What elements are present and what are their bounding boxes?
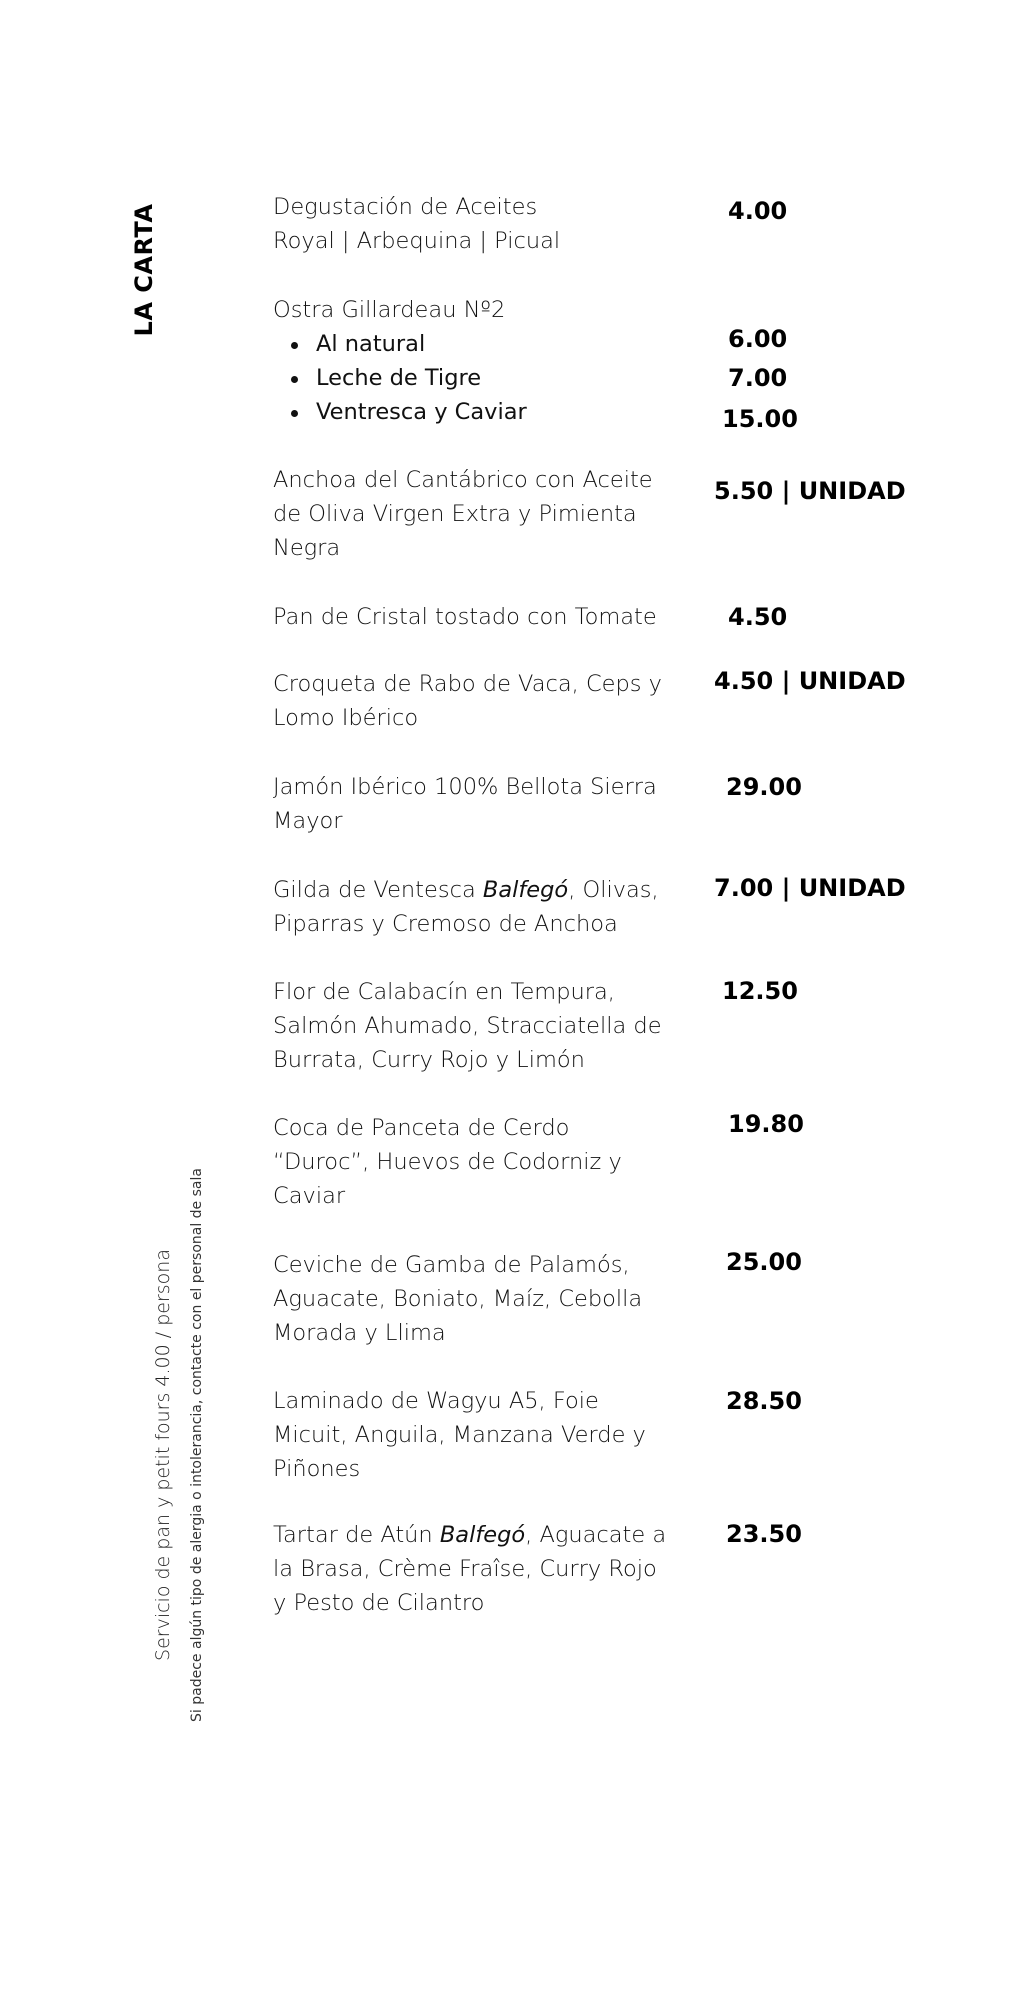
item-name-line: Lomo Ibérico: [273, 705, 419, 731]
item-name-line: Gilda de Ventesca Balfegó, Olivas,: [273, 877, 659, 903]
item-name-line: Pan de Cristal tostado con Tomate: [273, 604, 657, 630]
brand-name: Balfegó: [439, 1522, 526, 1548]
item-name-line: Aguacate, Boniato, Maíz, Cebolla: [273, 1286, 643, 1312]
menu-item: [273, 600, 703, 634]
item-price: 4.50: [728, 603, 788, 631]
item-name-line: Caviar: [273, 1183, 346, 1209]
item-name-line: Morada y Llima: [273, 1320, 446, 1346]
menu-title: LA CARTA: [130, 203, 158, 337]
item-name-line: Salmón Ahumado, Stracciatella de: [273, 1013, 662, 1039]
item-price: 25.00: [726, 1248, 802, 1276]
item-price: 29.00: [726, 773, 802, 801]
item-name-line: de Oliva Virgen Extra y Pimienta: [273, 501, 637, 527]
item-price: 28.50: [726, 1387, 802, 1415]
menu-item: [273, 975, 703, 1077]
item-price: 23.50: [726, 1520, 802, 1548]
item-name-line: Coca de Panceta de Cerdo: [273, 1115, 570, 1141]
item-name-line: Degustación de Aceites: [273, 194, 538, 220]
item-price: 5.50 | UNIDAD: [714, 477, 906, 505]
menu-item: [273, 1518, 703, 1620]
item-name-line: Mayor: [273, 808, 343, 834]
menu-item: [273, 1384, 703, 1486]
item-price: 12.50: [722, 977, 798, 1005]
item-name-line: Royal | Arbequina | Picual: [273, 228, 561, 254]
option-item: Ventresca y Caviar: [273, 395, 703, 429]
menu-item: [273, 293, 703, 429]
item-name-line: Anchoa del Cantábrico con Aceite: [273, 467, 653, 493]
item-name-line: Jamón Ibérico 100% Bellota Sierra: [273, 774, 657, 800]
item-name-line: Flor de Calabacín en Tempura,: [273, 979, 615, 1005]
item-name-line: Laminado de Wagyu A5, Foie: [273, 1388, 599, 1414]
menu-item: [273, 1111, 703, 1213]
item-name-line: Tartar de Atún Balfegó, Aguacate a: [273, 1522, 667, 1548]
item-name-line: Croqueta de Rabo de Vaca, Ceps y: [273, 671, 662, 697]
option-price: 6.00: [728, 325, 788, 353]
item-name-line: Micuit, Anguila, Manzana Verde y: [273, 1422, 646, 1448]
item-name-line: Piñones: [273, 1456, 361, 1482]
menu-item: [273, 873, 703, 941]
item-name-line: “Duroc”, Huevos de Codorniz y: [273, 1149, 622, 1175]
menu-item: [273, 190, 703, 258]
option-price: 15.00: [722, 405, 798, 433]
option-item: Leche de Tigre: [273, 361, 703, 395]
option-list: [273, 327, 703, 429]
item-name-line: Burrata, Curry Rojo y Limón: [273, 1047, 585, 1073]
menu-item: [273, 1248, 703, 1350]
item-name-line: Ceviche de Gamba de Palamós,: [273, 1252, 630, 1278]
item-price: 4.00: [728, 197, 788, 225]
item-name-line: Ostra Gillardeau Nº2: [273, 297, 506, 323]
option-price: 7.00: [728, 364, 788, 392]
item-price: 19.80: [728, 1110, 804, 1138]
menu-item: [273, 770, 703, 838]
item-price: 7.00 | UNIDAD: [714, 874, 906, 902]
menu-item: [273, 667, 703, 735]
allergy-note: Si padece algún tipo de alergia o intolerancia, contacte con el personal de sala: [189, 1168, 205, 1722]
item-name-line: y Pesto de Cilantro: [273, 1590, 485, 1616]
menu-item: [273, 463, 703, 565]
item-name-line: la Brasa, Crème Fraîse, Curry Rojo: [273, 1556, 657, 1582]
option-item: Al natural: [273, 327, 703, 361]
item-price: 4.50 | UNIDAD: [714, 667, 906, 695]
bread-service-note: Servicio de pan y petit fours 4.00 / persona: [152, 1249, 174, 1661]
brand-name: Balfegó: [482, 877, 569, 903]
item-name-line: Negra: [273, 535, 341, 561]
item-name-line: Piparras y Cremoso de Anchoa: [273, 911, 618, 937]
